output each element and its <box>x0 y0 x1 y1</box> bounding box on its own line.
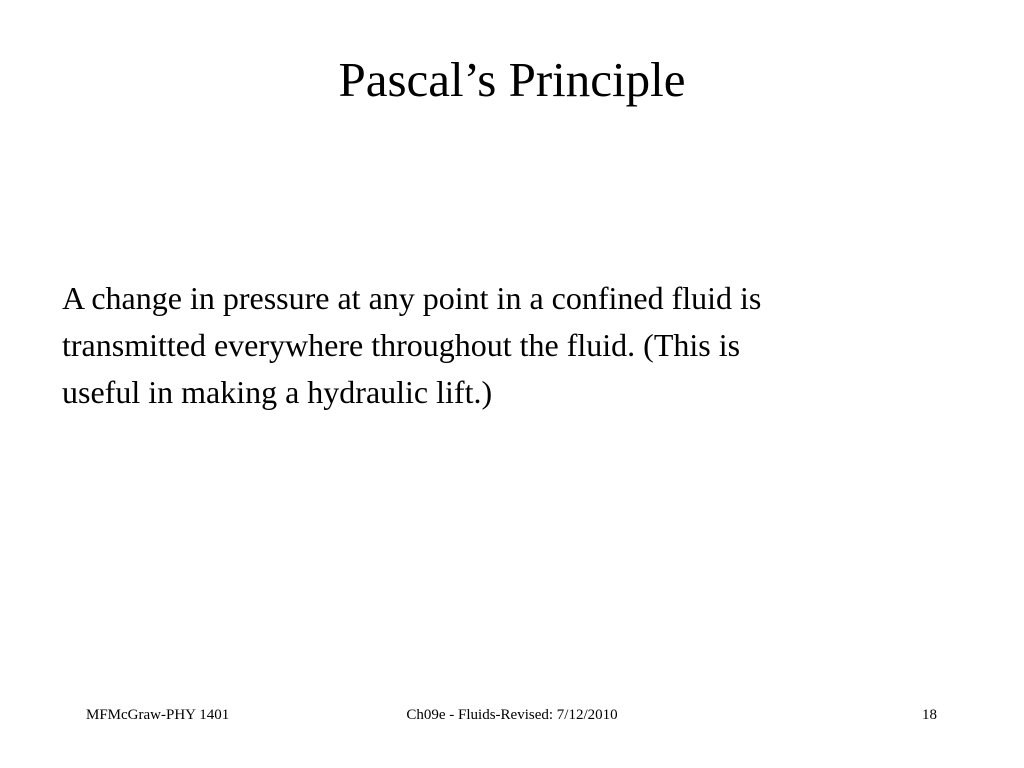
footer-course: MFMcGraw-PHY 1401 <box>86 707 230 723</box>
footer-chapter-info: Ch09e - Fluids-Revised: 7/12/2010 <box>406 707 618 723</box>
footer-page-number: 18 <box>922 707 937 723</box>
slide-title: Pascal’s Principle <box>338 52 686 107</box>
slide-body-text: A change in pressure at any point in a confined fluid is transmitted everywhere throughout the fluid. (This is useful in making a hydraulic lift.) <box>62 280 762 410</box>
